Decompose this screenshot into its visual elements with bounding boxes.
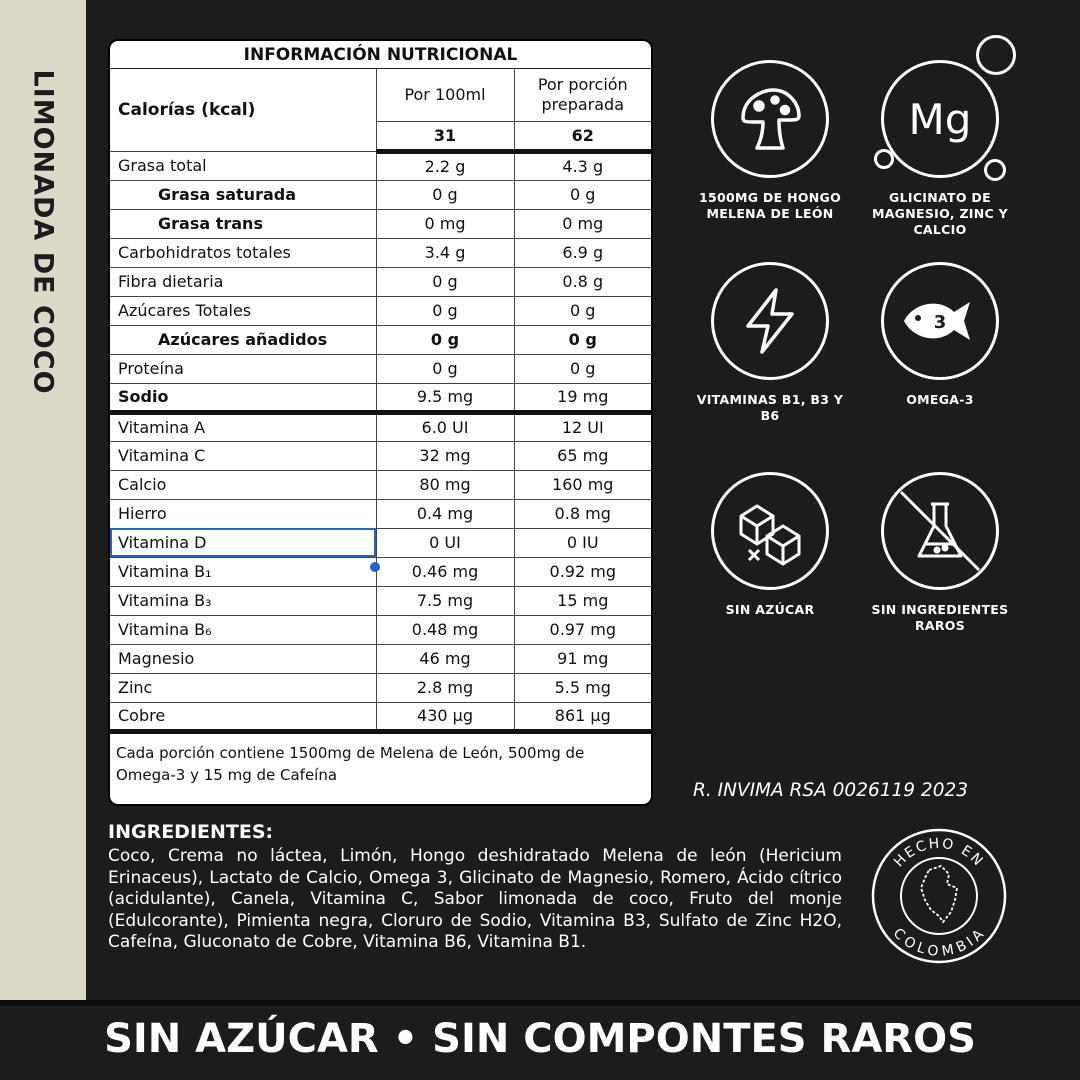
table-row (110, 615, 651, 644)
nutrient-name: Vitamina C (110, 441, 376, 470)
value-100ml: 0 g (376, 180, 514, 209)
seal-bottom-text: COLOMBIA (889, 925, 989, 960)
magnesium-symbol: Mg (908, 94, 972, 144)
value-portion: 861 µg (514, 702, 651, 731)
value-100ml: 430 µg (376, 702, 514, 731)
table-row (110, 702, 651, 731)
value-100ml: 9.5 mg (376, 383, 514, 412)
nutrient-name: Calcio (110, 470, 376, 499)
value-portion: 160 mg (514, 470, 651, 499)
nutrient-name: Carbohidratos totales (110, 238, 376, 267)
nutrient-name: Grasa trans (110, 209, 376, 238)
atom-circle-icon (984, 159, 1006, 181)
value-100ml: 0.46 mg (376, 557, 514, 586)
magnesium-icon (881, 60, 999, 178)
colombia-map-icon (921, 866, 957, 922)
nutrient-name: Azúcares Totales (110, 296, 376, 325)
nutrient-name: Fibra dietaria (110, 267, 376, 296)
nutrient-name: Sodio (110, 383, 376, 412)
nutrient-name: Zinc (110, 673, 376, 702)
table-row (110, 470, 651, 499)
value-100ml: 80 mg (376, 470, 514, 499)
value-portion: 4.3 g (514, 151, 651, 180)
value-portion: 0.92 mg (514, 557, 651, 586)
feature-magnesium (865, 60, 1015, 238)
table-row (110, 354, 651, 383)
product-name: LIMONADA DE COCO (27, 69, 59, 395)
feature-no-weird (865, 472, 1015, 634)
ingredients-title: INGREDIENTES: (108, 821, 274, 843)
table-row (110, 383, 651, 412)
value-portion: 0 g (514, 180, 651, 209)
value-100ml: 0 g (376, 296, 514, 325)
value-portion: 0 g (514, 296, 651, 325)
nutrient-name: Grasa total (110, 151, 376, 180)
table-row (110, 209, 651, 238)
feature-mushroom (695, 60, 845, 222)
ingredients-text: Coco, Crema no láctea, Limón, Hongo deshidratado Melena de león (Hericium Erinaceus), Lactato de Calcio, Omega 3, Glicinato de Magnesio, Romero, Ácido cítrico (acidulante), Canela, Vitamina C, Sabor limonada de coco, Fruto del monje (Edulcorante), Pimienta negra, Cloruro de Sodio, Vitamina B3, Sulfato de Zinc H2O, Cafeína, Gluconato de Cobre, Vitamina B6, Vitamina B1. (108, 846, 842, 952)
svg-text:COLOMBIA (890, 925, 989, 960)
value-100ml: 2.2 g (376, 151, 514, 180)
table-row (110, 151, 651, 180)
value-portion: 5.5 mg (514, 673, 651, 702)
value-portion: 65 mg (514, 441, 651, 470)
nutrient-name: Magnesio (110, 644, 376, 673)
nutrient-name: Vitamina B₆ (110, 615, 376, 644)
feature-label: SIN INGREDIENTES RAROS (871, 602, 1009, 633)
value-portion: 0 mg (514, 209, 651, 238)
value-100ml: 6.0 UI (376, 412, 514, 441)
table-row (110, 499, 651, 528)
value-portion: 6.9 g (514, 238, 651, 267)
value-portion: 0.97 mg (514, 615, 651, 644)
feature-label: 1500MG DE HONGO MELENA DE LEÓN (698, 190, 842, 221)
table-row-selected[interactable] (110, 528, 651, 557)
column-header-100ml: Por 100ml (376, 69, 514, 121)
value-100ml: 0 UI (376, 528, 514, 557)
value-100ml: 32 mg (376, 441, 514, 470)
nutrient-name: Vitamina B₃ (110, 586, 376, 615)
table-row (110, 180, 651, 209)
value-100ml: 3.4 g (376, 238, 514, 267)
calories-portion: 62 (514, 121, 651, 151)
column-header-portion: Por porción preparada (514, 69, 651, 121)
selection-handle[interactable] (370, 562, 380, 572)
table-row (110, 267, 651, 296)
nutrition-title: INFORMACIÓN NUTRICIONAL (110, 41, 651, 69)
feature-label: GLICINATO DE MAGNESIO, ZINC Y CALCIO (871, 190, 1009, 237)
value-portion: 0 g (514, 354, 651, 383)
feature-label: SIN AZÚCAR (725, 602, 815, 617)
sugar-cubes-icon (711, 472, 829, 590)
nutrition-facts-panel (108, 39, 653, 806)
table-row (110, 296, 651, 325)
omega-number: 3 (933, 312, 947, 333)
nutrition-footnote: Cada porción contiene 1500mg de Melena de León, 500mg de Omega-3 y 15 mg de Cafeína (116, 743, 585, 784)
value-portion: 91 mg (514, 644, 651, 673)
feature-no-sugar (695, 472, 845, 618)
no-chemicals-icon (881, 472, 999, 590)
nutrient-name: Proteína (110, 354, 376, 383)
value-100ml: 7.5 mg (376, 586, 514, 615)
feature-label: VITAMINAS B1, B3 Y B6 (696, 392, 844, 423)
value-portion: 0.8 g (514, 267, 651, 296)
value-portion: 0 IU (514, 528, 651, 557)
fish-icon (881, 262, 999, 380)
calories-label: Calorías (kcal) (110, 69, 376, 151)
table-row (110, 557, 651, 586)
table-row (110, 412, 651, 441)
value-portion: 19 mg (514, 383, 651, 412)
table-row (110, 644, 651, 673)
atom-circle-icon (976, 35, 1016, 75)
value-portion: 12 UI (514, 412, 651, 441)
value-100ml: 0 g (376, 267, 514, 296)
value-portion: 0.8 mg (514, 499, 651, 528)
lightning-icon (711, 262, 829, 380)
value-100ml: 46 mg (376, 644, 514, 673)
nutrient-name: Vitamina A (110, 412, 376, 441)
table-row (110, 325, 651, 354)
value-100ml: 0.4 mg (376, 499, 514, 528)
svg-text:HECHO EN (891, 836, 987, 871)
feature-label: OMEGA-3 (906, 392, 974, 407)
mushroom-icon (711, 60, 829, 178)
value-100ml: 2.8 mg (376, 673, 514, 702)
seal-top-text: HECHO EN (891, 835, 987, 871)
table-row (110, 586, 651, 615)
invima-registration: R. INVIMA RSA 0026119 2023 (693, 780, 969, 801)
nutrient-name: Hierro (110, 499, 376, 528)
value-100ml: 0 g (376, 354, 514, 383)
nutrition-table (110, 69, 651, 734)
feature-omega (865, 262, 1015, 408)
value-100ml: 0.48 mg (376, 615, 514, 644)
nutrient-name: Grasa saturada (110, 180, 376, 209)
table-header-row (110, 69, 651, 121)
selected-cell[interactable]: Vitamina D (110, 528, 376, 557)
nutrient-name: Vitamina B₁ (110, 557, 376, 586)
table-row (110, 441, 651, 470)
table-row (110, 238, 651, 267)
nutrient-name: Cobre (110, 702, 376, 731)
made-in-colombia-seal (869, 826, 1009, 966)
slogan: SIN AZÚCAR • SIN COMPONTES RAROS (104, 1016, 976, 1062)
feature-vitamins (695, 262, 845, 424)
calories-100ml: 31 (376, 121, 514, 151)
value-100ml: 0 g (376, 325, 514, 354)
nutrient-name: Azúcares añadidos (110, 325, 376, 354)
table-row (110, 673, 651, 702)
value-portion: 0 g (514, 325, 651, 354)
value-portion: 15 mg (514, 586, 651, 615)
value-100ml: 0 mg (376, 209, 514, 238)
atom-circle-icon (874, 149, 894, 169)
